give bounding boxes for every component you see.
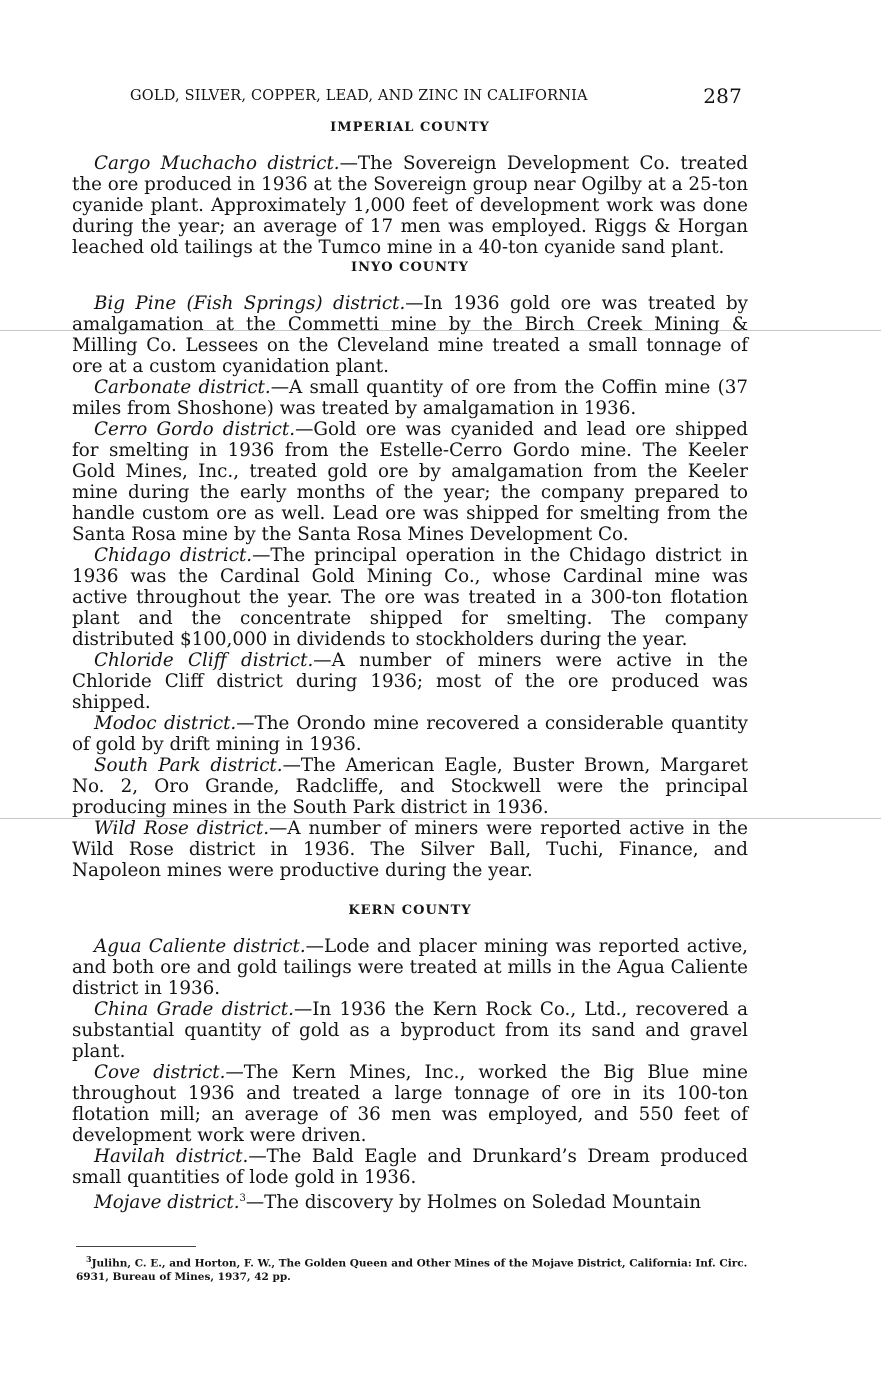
district-name: Carbonate district. — [94, 377, 271, 398]
page-number: 287 — [703, 84, 742, 108]
paragraph-chloride-cliff — [72, 650, 748, 713]
paragraph-mojave — [72, 1188, 748, 1213]
paragraph-text: —The Orondo mine recovered a considerable quantity of gold by drift mining in 1936. — [72, 713, 748, 755]
heading-inyo-county: INYO COUNTY — [351, 260, 469, 275]
paragraph-havilah — [72, 1146, 748, 1188]
paragraph-modoc — [72, 713, 748, 755]
paragraph-text: —A small quantity of ore from the Coffin mine (37 miles from Shoshone) was treated by amalgamation in 1936. — [72, 377, 748, 419]
district-name: China Grade district. — [94, 999, 294, 1020]
district-name: Havilah district. — [94, 1146, 249, 1167]
document-page — [72, 84, 748, 1213]
paragraph-wild-rose — [72, 818, 748, 881]
district-name: Wild Rose district. — [94, 818, 270, 839]
district-name: Agua Caliente district. — [94, 936, 306, 957]
paragraph-cerro-gordo — [72, 419, 748, 545]
heading-imperial-county: IMPERIAL COUNTY — [330, 120, 490, 135]
district-name: Chloride Cliff district. — [94, 650, 314, 671]
running-head — [72, 84, 748, 112]
paragraph-cargo-muchacho — [72, 153, 748, 258]
paragraph-text: —The principal operation in the Chidago district in 1936 was the Cardinal Gold Mining Co., whose Cardinal mine was active throughout the year. The ore was treated in a 300-ton flotation plant and the concentrate shipped for smelting. The company distributed $100,000 in dividends to stockholders during the year. — [72, 545, 748, 650]
paragraph-text: —A number of miners were reported active in the Wild Rose district in 1936. The Silver Ball, Tuchi, Finance, and Napoleon mines were productive during the year. — [72, 818, 748, 881]
district-name: Cargo Muchacho district. — [94, 153, 340, 174]
footnote-reference: 3 — [239, 1193, 246, 1204]
paragraph-text: —In 1936 the Kern Rock Co., Ltd., recovered a substantial quantity of gold as a byproduct from its sand and gravel plant. — [72, 999, 748, 1062]
footnote-rule — [76, 1246, 196, 1247]
district-name: South Park district. — [94, 755, 283, 776]
paragraph-text: —The Sovereign Development Co. treated the ore produced in 1936 at the Sovereign group near Ogilby at a 25-ton cyanide plant. Approximately 1,000 feet of development work was done during the year; an average of 17 men was employed. Riggs & Horgan leached old tailings at the Tumco mine in a 40-ton cyanide sand plant. — [72, 153, 749, 258]
footnote — [76, 1253, 752, 1284]
paragraph-text: —Lode and placer mining was reported active, and both ore and gold tailings were treated at mills in the Agua Caliente district in 1936. — [72, 936, 748, 999]
district-name: Mojave district. — [94, 1192, 240, 1214]
footnote-text: Julihn, C. E., and Horton, F. W., The Golden Queen and Other Mines of the Mojave District, California: Inf. Circ. 6931, Bureau of Mines, 1937, 42 pp. — [76, 1257, 748, 1283]
paragraph-text: —The Bald Eagle and Drunkard’s Dream produced small quantities of lode gold in 1936. — [72, 1146, 748, 1188]
paragraph-chidago — [72, 545, 748, 650]
paragraph-text: —In 1936 gold ore was treated by amalgamation at the Commetti mine by the Birch Creek Mining & Milling Co. Lessees on the Cleveland mine treated a small tonnage of ore at a custom cyanidation plant. — [72, 293, 748, 377]
district-name: Chidago district. — [94, 545, 253, 566]
district-name: Modoc district. — [94, 713, 237, 734]
paragraph-carbonate — [72, 377, 748, 419]
paragraph-south-park — [72, 755, 748, 818]
district-name: Cerro Gordo district. — [94, 419, 296, 440]
paragraph-text: —The Kern Mines, Inc., worked the Big Blue mine throughout 1936 and treated a large tonnage of ore in its 100-ton flotation mill; an average of 36 men was employed, and 550 feet of development work were driven. — [72, 1062, 748, 1146]
paragraph-china-grade — [72, 999, 748, 1062]
paragraph-text: —The American Eagle, Buster Brown, Margaret No. 2, Oro Grande, Radcliffe, and Stockwell were the principal producing mines in the South Park district in 1936. — [72, 755, 748, 818]
paragraph-text: —The discovery by Holmes on Soledad Mountain — [245, 1192, 701, 1214]
footnote-mark: 3 — [86, 1254, 92, 1264]
district-name: Cove district. — [94, 1062, 226, 1083]
paragraph-text: —A number of miners were active in the Chloride Cliff district during 1936; most of the ore produced was shipped. — [72, 650, 748, 713]
paragraph-cove — [72, 1062, 748, 1146]
paragraph-big-pine — [72, 293, 748, 377]
running-title: GOLD, SILVER, COPPER, LEAD, AND ZINC IN CALIFORNIA — [130, 88, 588, 104]
paragraph-agua-caliente — [72, 936, 748, 999]
paragraph-text: —Gold ore was cyanided and lead ore shipped for smelting in 1936 from the Estelle-Cerro Gordo mine. The Keeler Gold Mines, Inc., treated gold ore by amalgamation from the Keeler mine during the early months of the year; the company prepared to handle custom ore as well. Lead ore was shipped for smelting from the Santa Rosa mine by the Santa Rosa Mines Development Co. — [72, 419, 748, 545]
heading-kern-county: KERN COUNTY — [348, 903, 472, 918]
district-name: Big Pine (Fish Springs) district. — [94, 293, 406, 314]
